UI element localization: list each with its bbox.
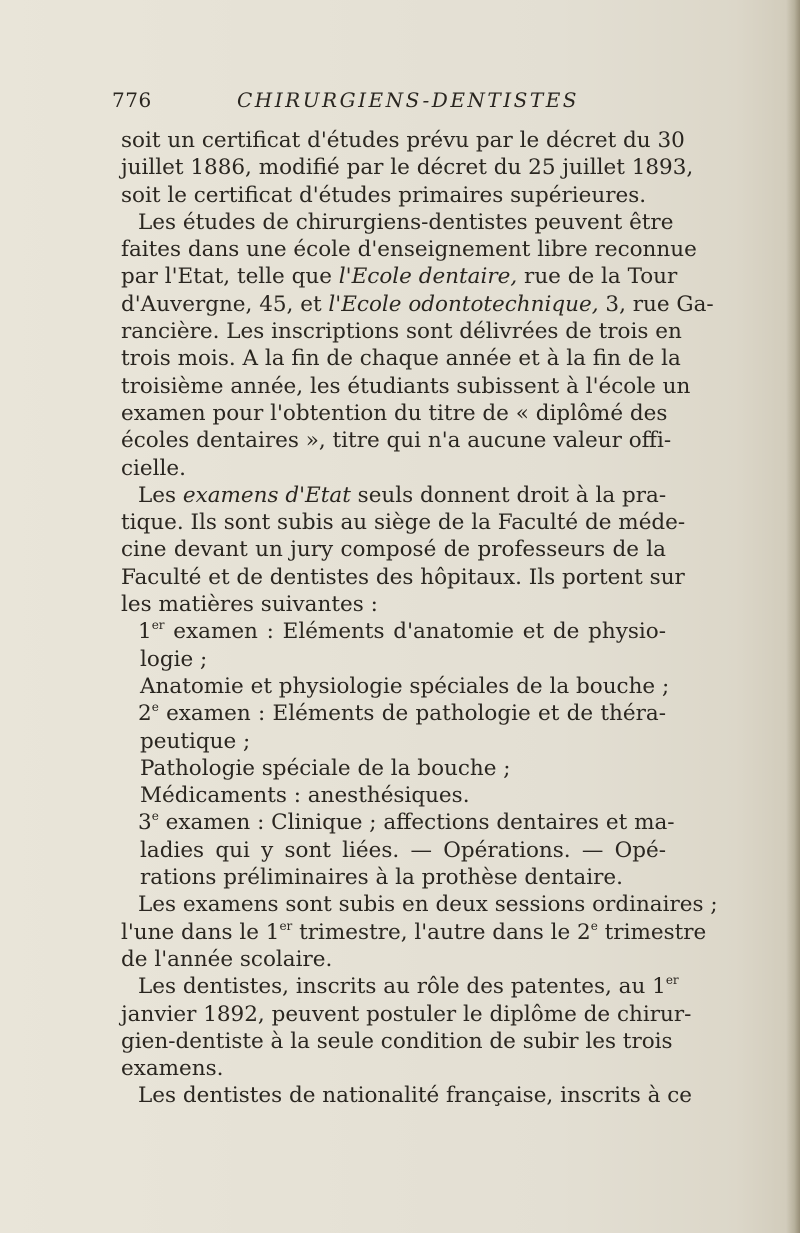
page-header [112,88,672,118]
exam-item: 1er examen : Eléments d'anatomie et de physio- [138,618,666,645]
body-text [121,127,718,1110]
text-line: cine devant un jury composé de professeurs de la [121,537,666,563]
italic-term: examens d'Etat [182,482,351,508]
text-line: soit le certificat d'études primaires supérieures. [121,182,647,208]
text-line: soit un certificat d'études prévu par le décret du 30 [121,128,685,153]
text-line: gien-dentiste à la seule condition de subir les trois [121,1028,673,1054]
text-run: rue de la Tour [517,264,678,290]
text-line: faites dans une école d'enseignement libre reconnue [121,237,697,263]
text-line: rancière. Les inscriptions sont délivrées de trois en [121,319,682,345]
exam-item: 3e examen : Clinique ; affections dentaires et ma- [138,809,675,836]
text-line: écoles dentaires », titre qui n'a aucune valeur offi- [121,428,672,454]
text-line: examen pour l'obtention du titre de « diplômé des [121,400,668,426]
italic-school-name: l'Ecole dentaire, [338,264,518,290]
text-line: cielle. [121,455,186,481]
text-run: d'Auvergne, 45, et [121,291,329,317]
text-line: troisième année, les étudiants subissent à l'école un [121,373,691,399]
text-line: l'une dans le 1er trimestre, l'autre dans le 2e trimestre [121,918,707,945]
text-line [121,263,678,290]
text-line: peutique ; [140,728,251,754]
text-line: Les dentistes de nationalité française, inscrits à ce [138,1083,692,1109]
text-line: trois mois. A la fin de chaque année et à la fin de la [121,346,681,372]
text-run: par l'Etat, telle que [121,264,339,290]
text-line: Faculté et de dentistes des hôpitaux. Ils portent sur [121,564,685,590]
text-line: ladies qui y sont liées. — Opérations. — Opé- [140,837,666,863]
text-line: juillet 1886, modifié par le décret du 25 juillet 1893, [121,155,694,181]
text-run: Les [138,482,183,508]
italic-school-name: l'Ecole odontotechnique, [328,291,599,317]
running-title: CHIRURGIENS-DENTISTES [237,88,580,112]
text-line [121,482,666,509]
page-edge-shadow [786,0,800,1233]
text-line: Médicaments : anesthésiques. [140,783,470,809]
text-line: Les études de chirurgiens-dentistes peuvent être [138,209,674,235]
text-line: examens. [121,1056,224,1082]
text-line: Les dentistes, inscrits au rôle des patentes, au 1er [138,973,679,1000]
text-run: 3, rue Ga- [598,291,714,317]
text-line: rations préliminaires à la prothèse dentaire. [140,865,623,891]
text-line: les matières suivantes : [121,592,378,618]
text-line: tique. Ils sont subis au siège de la Faculté de méde- [121,510,686,536]
text-line: janvier 1892, peuvent postuler le diplôme de chirur- [121,1001,692,1027]
page-number: 776 [112,88,152,112]
text-line: logie ; [140,646,208,672]
exam-item: 2e examen : Eléments de pathologie et de théra- [138,700,666,727]
text-line: Les examens sont subis en deux sessions ordinaires ; [138,892,718,918]
text-line: de l'année scolaire. [121,946,333,972]
text-line: Pathologie spéciale de la bouche ; [140,755,511,781]
text-line: Anatomie et physiologie spéciales de la bouche ; [140,673,670,699]
text-line [121,291,714,318]
text-run: seuls donnent droit à la pra- [350,482,667,508]
